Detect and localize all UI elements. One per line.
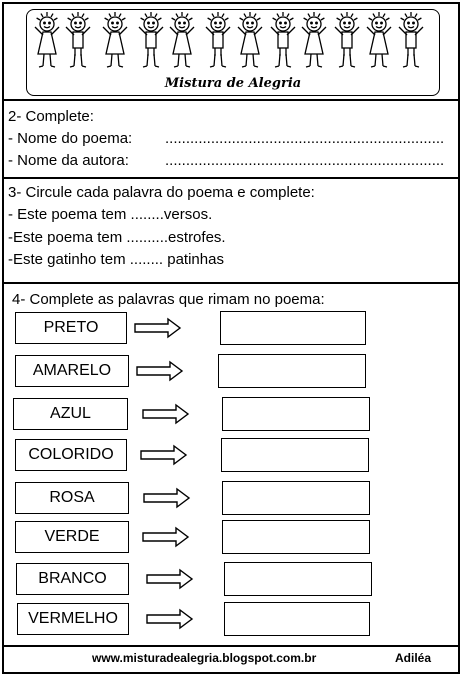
q4-heading: 4- Complete as palavras que rimam no poema: xyxy=(12,291,325,308)
answer-box[interactable] xyxy=(224,602,370,636)
footer-website: www.misturadealegria.blogspot.com.br xyxy=(92,651,317,665)
arrow-right-icon xyxy=(134,317,184,339)
answer-box[interactable] xyxy=(218,354,366,388)
arrow-right-icon xyxy=(136,360,186,382)
word-box: BRANCO xyxy=(16,563,129,595)
divider xyxy=(2,99,460,101)
q3-line: -Este poema tem ..........estrofes. xyxy=(8,229,226,246)
answer-box[interactable] xyxy=(222,397,370,431)
q2-heading: 2- Complete: xyxy=(8,108,94,125)
arrow-right-icon xyxy=(146,568,196,590)
children-illustration xyxy=(27,10,441,76)
q3-line: - Este poema tem ........versos. xyxy=(8,206,213,223)
word-box: ROSA xyxy=(15,482,129,514)
q3-heading: 3- Circule cada palavra do poema e complete: xyxy=(8,184,315,201)
arrow-right-icon xyxy=(146,608,196,630)
answer-box[interactable] xyxy=(222,481,370,515)
q2-line-label: - Nome do poema: xyxy=(8,130,133,147)
divider xyxy=(2,282,460,284)
footer-author: Adiléa xyxy=(395,651,432,665)
answer-box[interactable] xyxy=(221,438,369,472)
word-box: VERMELHO xyxy=(17,603,129,635)
word-box: PRETO xyxy=(15,312,127,344)
q2-line-label: - Nome da autora: xyxy=(8,152,129,169)
banner-title: Mistura de Alegria xyxy=(164,76,302,91)
arrow-right-icon xyxy=(142,403,192,425)
answer-box[interactable] xyxy=(220,311,366,345)
q2-line-dots: ................................................................... xyxy=(165,152,445,169)
q3-line: -Este gatinho tem ........ patinhas xyxy=(8,251,224,268)
word-box: VERDE xyxy=(15,521,129,553)
header-banner xyxy=(26,9,440,96)
arrow-right-icon xyxy=(140,444,190,466)
q2-line-dots: ................................................................... xyxy=(165,130,445,147)
arrow-right-icon xyxy=(143,487,193,509)
word-box: AZUL xyxy=(13,398,128,430)
divider xyxy=(2,177,460,179)
answer-box[interactable] xyxy=(224,562,372,596)
divider xyxy=(2,645,460,647)
answer-box[interactable] xyxy=(222,520,370,554)
arrow-right-icon xyxy=(142,526,192,548)
word-box: COLORIDO xyxy=(15,439,127,471)
word-box: AMARELO xyxy=(15,355,129,387)
